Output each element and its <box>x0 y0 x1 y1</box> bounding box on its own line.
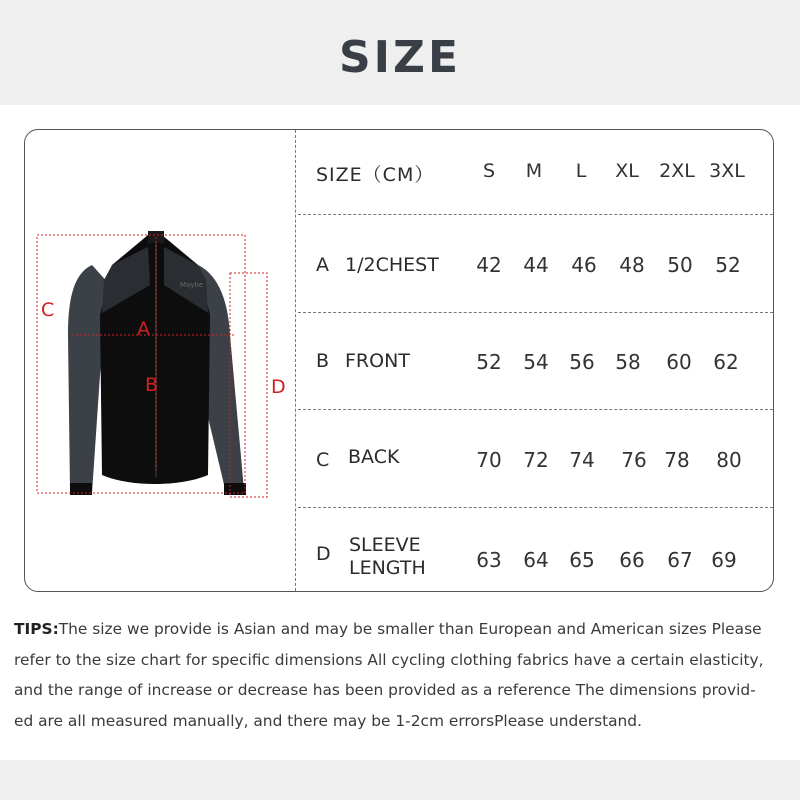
table-cell: 66 <box>619 548 645 572</box>
brand-mark: Maybe <box>180 281 204 289</box>
header-size-label: SIZE（CM） <box>316 164 435 186</box>
header-size: M <box>525 160 543 182</box>
tips-line <box>14 614 794 645</box>
row-separator <box>298 409 773 410</box>
row-name: FRONT <box>345 350 410 372</box>
tips-paragraph <box>14 614 794 736</box>
row-separator <box>298 312 773 313</box>
header-size: S <box>482 160 496 182</box>
table-cell: 52 <box>715 253 741 277</box>
table-cell: 65 <box>569 548 595 572</box>
table-cell: 63 <box>476 548 502 572</box>
row-name: BACK <box>348 446 400 468</box>
table-cell: 70 <box>476 448 502 472</box>
tips-line: ed are all measured manually, and there may be 1-2cm errorsPlease understand. <box>14 711 642 730</box>
row-name: 1/2CHEST <box>345 254 439 276</box>
header-size: 2XL <box>659 160 695 182</box>
table-cell: 44 <box>523 253 549 277</box>
footer-band <box>0 760 800 800</box>
jersey-illustration <box>30 225 290 500</box>
table-cell: 50 <box>667 253 693 277</box>
table-cell: 46 <box>571 253 597 277</box>
label-a: A <box>137 318 150 340</box>
tips-line: and the range of increase or decrease has been provided as a reference The dimensions provid- <box>14 681 756 699</box>
tips-line: refer to the size chart for specific dimensions All cycling clothing fabrics have a certain elasticity, <box>14 650 764 669</box>
row-separator <box>298 507 773 508</box>
table-cell: 72 <box>523 448 549 472</box>
table-cell: 48 <box>619 253 645 277</box>
table-cell: 76 <box>621 448 647 472</box>
row-name-line2: LENGTH <box>349 557 426 579</box>
table-divider <box>295 130 296 591</box>
table-cell: 42 <box>476 253 502 277</box>
row-letter: B <box>316 350 330 372</box>
table-cell: 56 <box>569 350 595 374</box>
header-size: 3XL <box>709 160 745 182</box>
table-cell: 54 <box>523 350 549 374</box>
label-c: C <box>41 299 55 321</box>
row-letter: A <box>316 254 329 276</box>
row-letter: C <box>316 449 330 471</box>
table-cell: 69 <box>711 548 737 572</box>
label-d: D <box>271 376 286 398</box>
table-cell: 80 <box>716 448 742 472</box>
table-cell: 52 <box>476 350 502 374</box>
table-cell: 60 <box>666 350 692 374</box>
table-cell: 58 <box>615 350 641 374</box>
table-cell: 67 <box>667 548 693 572</box>
header-size: XL <box>615 160 639 182</box>
table-cell: 62 <box>713 350 739 374</box>
table-cell: 74 <box>569 448 595 472</box>
table-cell: 78 <box>664 448 690 472</box>
header-size: L <box>575 160 587 182</box>
tips-label: TIPS: <box>14 620 59 638</box>
table-cell: 64 <box>523 548 549 572</box>
row-letter: D <box>316 543 331 565</box>
row-separator <box>298 214 773 215</box>
label-b: B <box>145 374 159 396</box>
row-name-line1: SLEEVE <box>349 534 421 556</box>
page-title: SIZE <box>338 32 462 83</box>
tips-text: The size we provide is Asian and may be smaller than European and American sizes Please <box>58 620 762 638</box>
